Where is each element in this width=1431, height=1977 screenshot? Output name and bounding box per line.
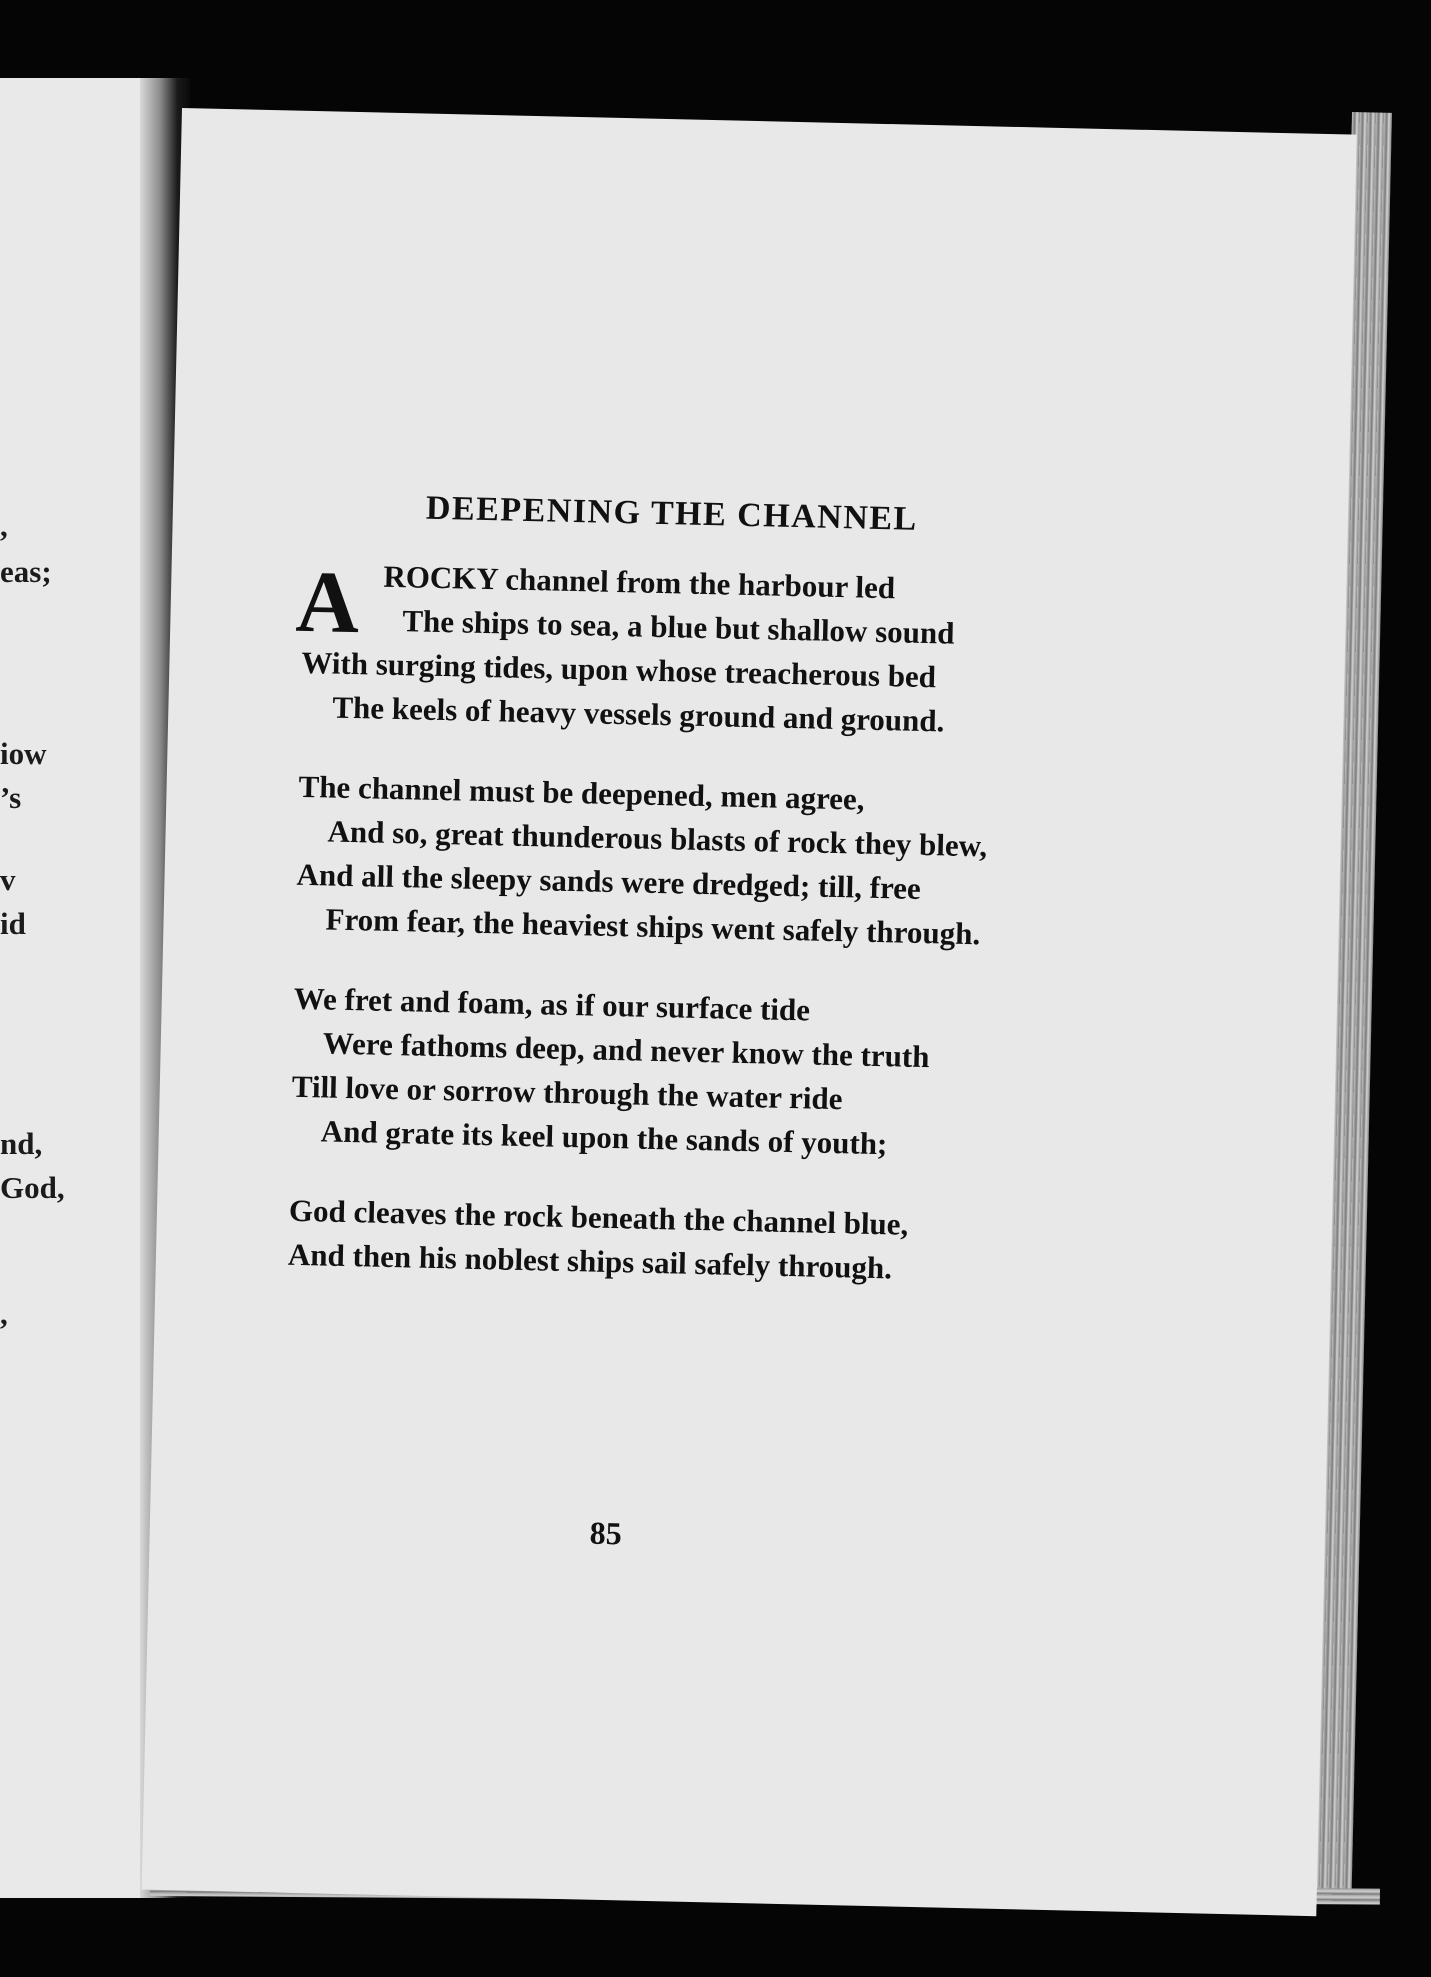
left-page-text-fragment: , bbox=[0, 1296, 8, 1331]
left-page-text-fragment: eas; bbox=[0, 554, 52, 589]
poem-line: The keels of heavy vessels ground and ground. bbox=[332, 689, 945, 739]
poem-line: And all the sleepy sands were dredged; till, free bbox=[296, 856, 922, 906]
drop-cap: A bbox=[294, 553, 361, 653]
left-page-text-fragment: v bbox=[0, 862, 16, 897]
poem-line: God cleaves the rock beneath the channel blue, bbox=[288, 1192, 909, 1242]
poem-line: With surging tides, upon whose treacherous bed bbox=[301, 644, 937, 695]
poem-line: Were fathoms deep, and never know the truth bbox=[322, 1025, 930, 1075]
poem-line: Till love or sorrow through the water ride bbox=[291, 1068, 843, 1117]
poem-line: From fear, the heaviest ships went safely through. bbox=[325, 901, 981, 952]
left-page-text-fragment: ’s bbox=[0, 780, 22, 815]
left-page-text-fragment: , bbox=[0, 508, 8, 543]
left-page-text-fragment: id bbox=[0, 906, 26, 941]
page-number: 85 bbox=[589, 1514, 623, 1552]
poem-line: ROCKY channel from the harbour led bbox=[383, 558, 896, 606]
poem-line: And so, great thunderous blasts of rock they blew, bbox=[327, 813, 988, 864]
poem-line: And grate its keel upon the sands of youth; bbox=[320, 1113, 888, 1162]
left-page-text-fragment: iow bbox=[0, 736, 47, 771]
poem-line: We fret and foam, as if our surface tide bbox=[293, 980, 811, 1028]
poem-line: The ships to sea, a blue but shallow sound bbox=[402, 603, 955, 651]
poem-line: And then his noblest ships sail safely through. bbox=[287, 1236, 893, 1286]
left-page-text-fragment: nd, bbox=[0, 1126, 43, 1161]
left-page-text-fragment: God, bbox=[0, 1170, 65, 1205]
poem-line: The channel must be deepened, men agree, bbox=[298, 768, 865, 817]
poem-title: DEEPENING THE CHANNEL bbox=[425, 489, 919, 538]
right-page bbox=[142, 108, 1357, 1916]
